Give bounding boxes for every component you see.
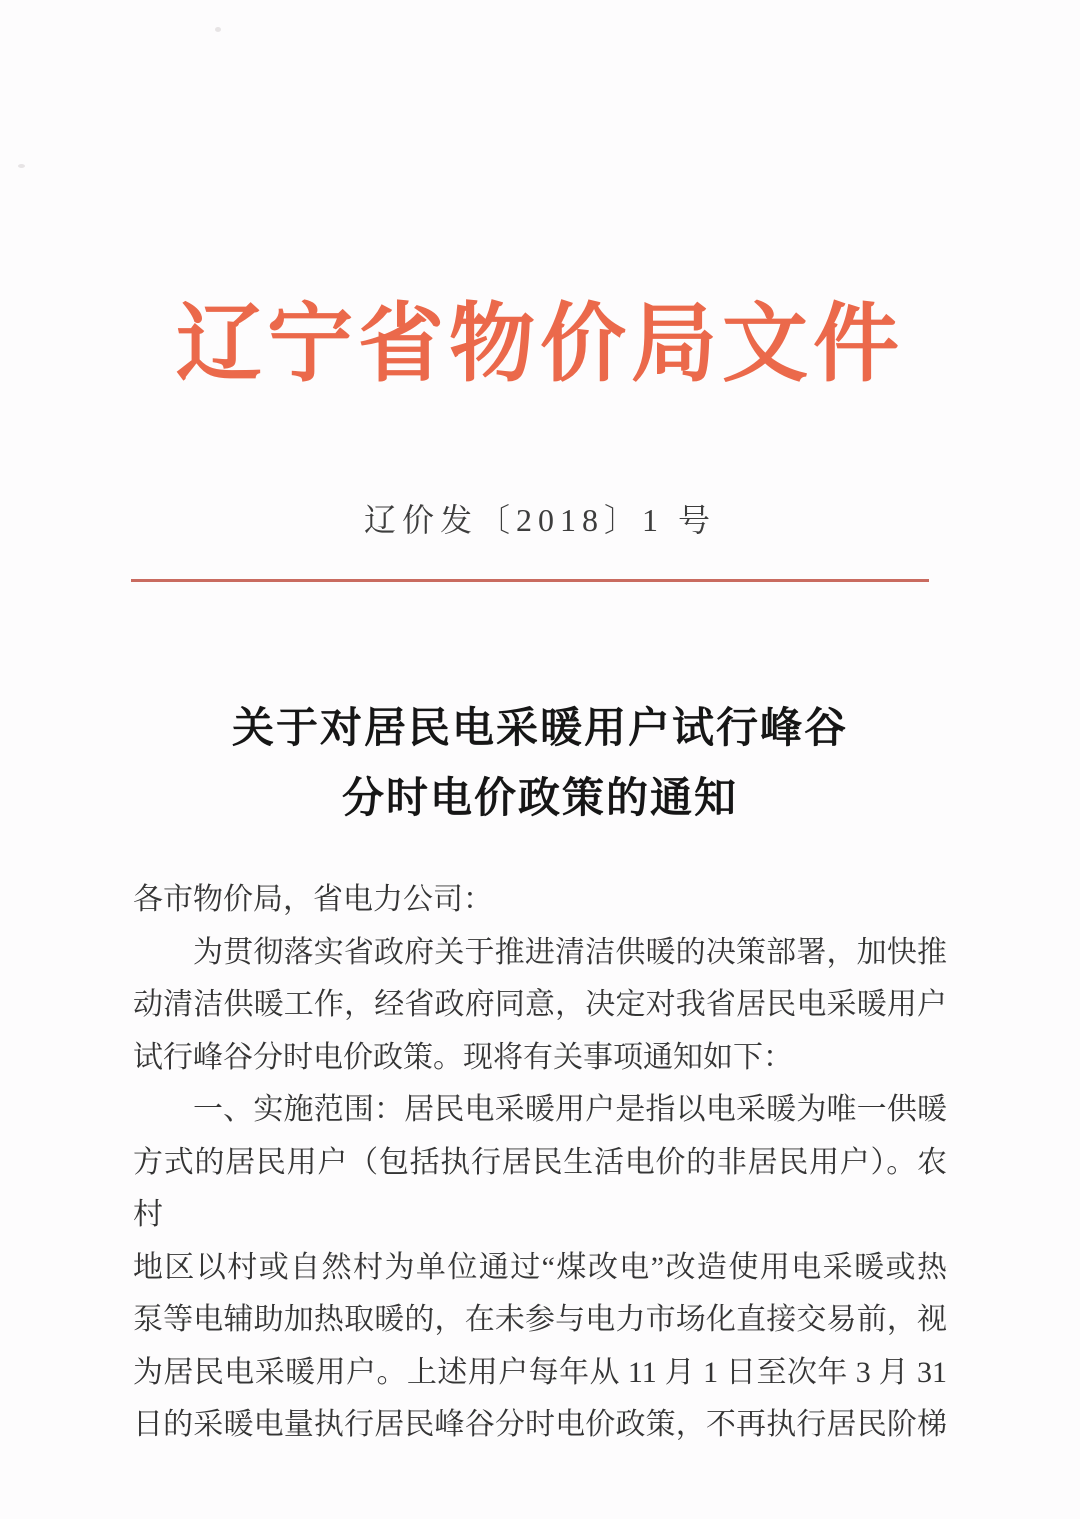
body-line: 动清洁供暖工作，经省政府同意，决定对我省居民电采暖用户 xyxy=(133,988,947,1021)
doc-number: 辽价发〔2018〕1 号 xyxy=(363,502,716,538)
body-line: 地区以村或自然村为单位通过“煤改电”改造使用电采暖或热 xyxy=(133,1250,947,1284)
scan-speck xyxy=(18,164,25,168)
doc-title-line-2: 分时电价政策的通知 xyxy=(341,776,738,822)
doc-title-line-1: 关于对居民电采暖用户试行峰谷 xyxy=(231,706,848,752)
body-line: 日的采暖电量执行居民峰谷分时电价政策，不再执行居民阶梯 xyxy=(133,1408,947,1441)
agency-banner: 辽宁省物价局文件 xyxy=(176,296,904,392)
body-line-salutation: 各市物价局，省电力公司： xyxy=(133,883,493,916)
doc-title xyxy=(0,694,1080,834)
body-line: 方式的居民用户（包括执行居民生活电价的非居民用户）。农村 xyxy=(133,1145,947,1231)
body-line: 为贯彻落实省政府关于推进清洁供暖的决策部署，加快推 xyxy=(193,935,947,969)
body-line: 试行峰谷分时电价政策。现将有关事项通知如下： xyxy=(133,1040,793,1074)
body-line: 泵等电辅助加热取暖的，在未参与电力市场化直接交易前，视 xyxy=(133,1303,947,1336)
body-line: 为居民电采暖用户。上述用户每年从 11 月 1 日至次年 3 月 31 xyxy=(133,1355,947,1389)
red-divider-line xyxy=(131,579,929,582)
scan-speck xyxy=(215,27,221,32)
body-line: 一、实施范围：居民电采暖用户是指以电采暖为唯一供暖 xyxy=(193,1093,947,1126)
body-text xyxy=(133,874,947,1452)
